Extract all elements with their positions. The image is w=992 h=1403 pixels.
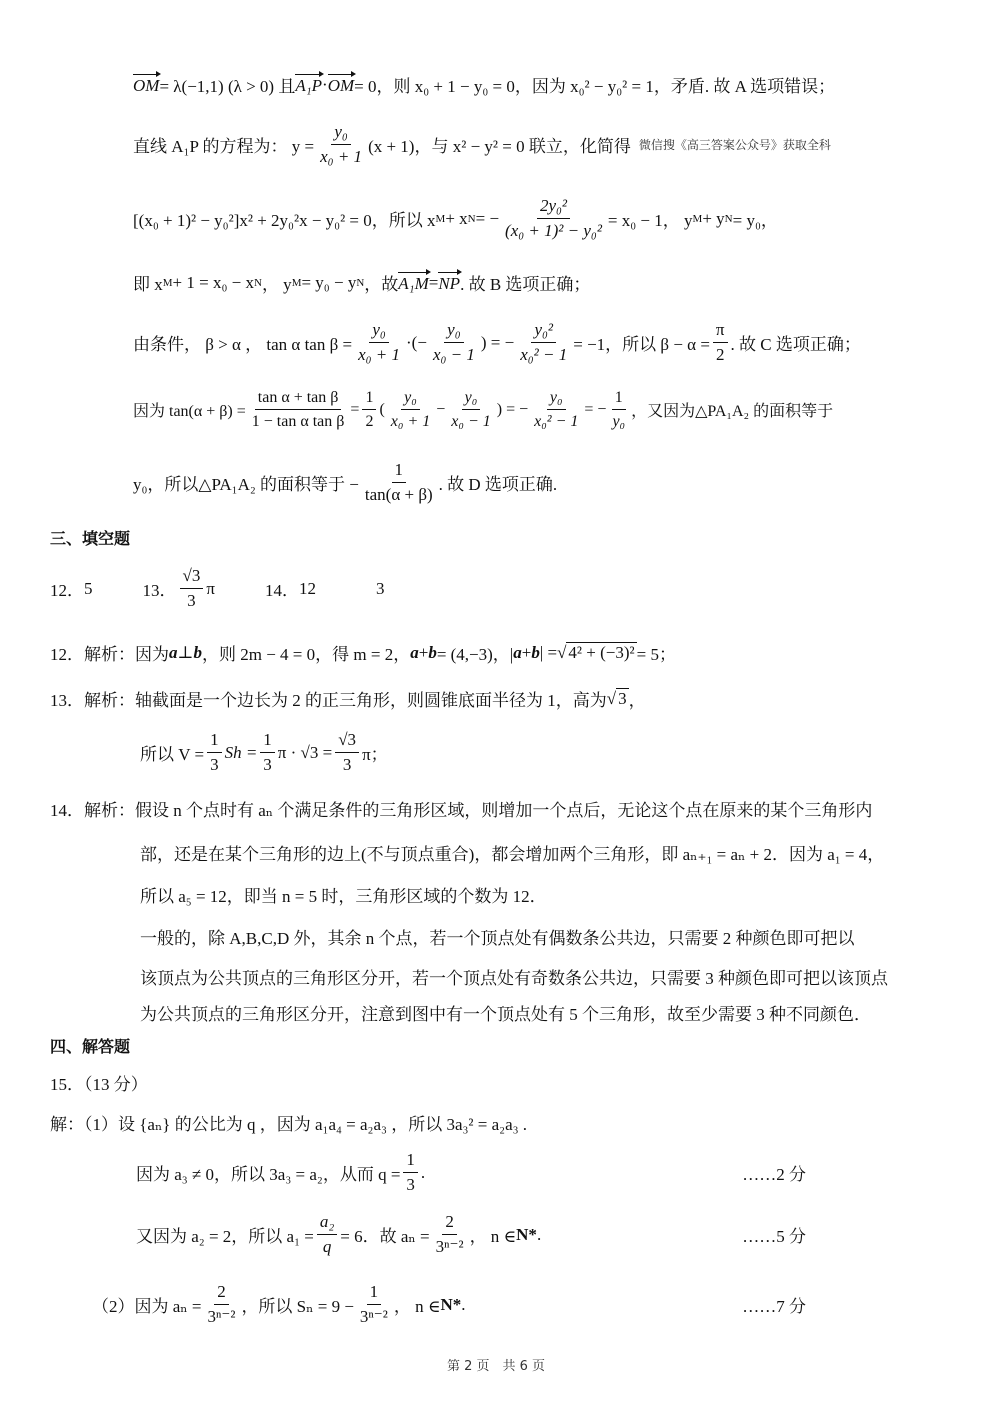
vector-a: a (410, 642, 419, 662)
solution-11-line-5 (133, 320, 861, 366)
text: − (436, 400, 446, 418)
fraction (335, 730, 359, 776)
text: = (350, 400, 360, 418)
sub: N (356, 276, 365, 289)
vector-a1m: A₁M (398, 273, 429, 293)
solution-13: 13．解析： 轴截面是一个边长为 2 的正三角形，则圆锥底面半径为 1，高为 √ 3 ， (50, 686, 646, 711)
numerator: y₀ (462, 388, 481, 410)
text: Sh = (224, 742, 258, 762)
text: ·(− (406, 332, 427, 352)
fraction (355, 320, 403, 366)
denominator: x₀ + 1 (320, 147, 363, 167)
text: . (461, 1294, 466, 1314)
text: = λ(−1,1) (λ > 0) 且 (159, 77, 296, 96)
vector-b: b (193, 642, 202, 662)
denominator: x₀ − 1 (432, 345, 475, 365)
numerator: √3 (180, 566, 204, 589)
numerator: 2y₀² (537, 196, 570, 219)
text: = 5； (636, 645, 676, 664)
fraction (388, 388, 433, 431)
text: 因为 (135, 645, 169, 664)
vector-b: b (428, 642, 437, 662)
solution-15-part-2 (92, 1282, 806, 1328)
fraction (317, 1212, 337, 1258)
numerator: a₂ (317, 1212, 337, 1235)
solution-11-line-3 (133, 196, 778, 242)
numerator: 1 (403, 1150, 418, 1173)
solution-14-line-6: 为公共顶点的三角形区分开，注意到图中有一个顶点处有 5 个三角形，故至少需要 3 种不同颜色． (140, 1005, 871, 1024)
denominator: 1 − tan α tan β (251, 413, 345, 431)
text: = −1，所以 β − α = (573, 335, 710, 355)
sub: M (435, 212, 446, 225)
denominator: x₀ − 1 (451, 413, 491, 431)
numerator: 1 (207, 730, 222, 753)
score: ……5 分 (742, 1227, 806, 1247)
label: 14．解析： (50, 801, 135, 820)
text: = (428, 272, 439, 292)
sub: M (692, 212, 703, 225)
fraction (448, 388, 493, 431)
solution-15-line-3 (136, 1212, 806, 1258)
denominator: 2 (365, 413, 374, 431)
denominator: 2 (715, 345, 725, 365)
text: + (418, 642, 429, 662)
solution-11-line-2 (133, 122, 831, 168)
denominator: y₀ (612, 413, 626, 431)
radicand: 3 (618, 689, 627, 708)
denominator: tan(α + β) (364, 485, 433, 505)
answer-12-number: 12． (50, 581, 84, 601)
solution-14-line-2: 部，还是在某个三角形的边上(不与顶点重合)，都会增加两个三角形，即 aₙ₊₁ = aₙ + 2．因为 a₁ = 4， (140, 845, 885, 864)
solution-14-line-5: 该顶点为公共顶点的三角形区分开，若一个顶点处有奇数条公共边，只需要 3 种颜色即可把以该顶点 (140, 969, 888, 988)
section-heading-fill-in: 三、填空题 (50, 529, 131, 548)
text: y₀，所以△PA₁A₂ 的面积等于 − (133, 475, 359, 495)
text: = y₀ − y (301, 272, 357, 292)
numerator: y₀ (547, 388, 566, 410)
vector-om: OM (133, 75, 160, 95)
label: 12．解析： (50, 645, 135, 664)
text: [(x₀ + 1)² − y₀²]x² + 2y₀²x − y₀² = 0，所以 x (133, 211, 436, 231)
solution-14-line-4: 一般的，除 A,B,C,D 外，其余 n 个点，若一个顶点处有偶数条公共边，只需要 2 种颜色即可把以 (140, 929, 855, 948)
text: | = (539, 642, 558, 662)
text: ， y (261, 275, 292, 294)
question-15-label: 15．（13 分） (50, 1075, 148, 1094)
text: （2）因为 aₙ = (92, 1297, 202, 1317)
sub: M (162, 276, 173, 289)
fraction (517, 320, 570, 366)
text: + y (702, 208, 725, 228)
text: ， (628, 691, 646, 710)
text: = 6．故 aₙ = (340, 1227, 430, 1247)
text: . 故 D 选项正确. (438, 475, 558, 495)
solution-11-line-4 (133, 270, 590, 295)
vector-a: a (513, 642, 522, 662)
numerator: 1 (260, 730, 275, 753)
section-heading-answers: 四、解答题 (50, 1037, 131, 1056)
text: = − (584, 400, 607, 418)
denominator: 3ⁿ⁻² (359, 1307, 388, 1327)
score: ……2 分 (742, 1165, 806, 1185)
numerator: √3 (335, 730, 359, 753)
fraction (531, 388, 581, 431)
pi: π (206, 578, 215, 598)
text: = 0，则 x₀ + 1 − y₀ = 0，因为 x₀² − y₀² = 1，矛盾. 故 A 选项错误； (354, 77, 836, 96)
text: ， n ∈ (393, 1297, 441, 1317)
fraction (502, 196, 605, 242)
dot: · (322, 74, 328, 94)
vector-om-2: OM (327, 75, 355, 95)
text: ⊥ (177, 642, 194, 662)
label: 13．解析： (50, 691, 135, 710)
sub: N (253, 276, 262, 289)
text: (x + 1)，与 x² − y² = 0 联立，化简得 (368, 137, 631, 157)
text: . 故 C 选项正确； (730, 335, 861, 355)
solution-14-line-3: 所以 a₅ = 12，即当 n = 5 时，三角形区域的个数为 12． (140, 887, 547, 906)
answer-row (50, 566, 384, 612)
text: 轴截面是一个边长为 2 的正三角形，则圆锥底面半径为 1，高为 (135, 691, 607, 710)
denominator: 3 (263, 755, 272, 775)
numerator: π (713, 320, 728, 343)
text: = (4,−3)，| (436, 645, 514, 664)
fraction (207, 730, 222, 776)
vector-a1p: A₁P (295, 75, 323, 95)
numerator: 1 (392, 460, 407, 483)
text: . (536, 1224, 542, 1244)
text: ，又因为△PA₁A₂ 的面积等于 (631, 403, 834, 421)
answer-14-second: 3 (375, 578, 385, 598)
denominator: (x₀ + 1)² − y₀² (505, 221, 602, 241)
numerator: y₀ (331, 122, 350, 145)
fraction (260, 730, 275, 776)
numerator: y₀ (444, 320, 463, 343)
text: 因为 tan(α + β) = (133, 403, 246, 421)
numerator: 2 (214, 1282, 229, 1305)
answer-12: 5 (84, 578, 93, 598)
solution-13-line-2 (140, 730, 388, 776)
text: = − (475, 208, 500, 228)
answer-13-fraction (180, 566, 204, 612)
solution-14-line-1 (50, 796, 872, 821)
numerator: y₀ (401, 388, 420, 410)
text: + 1 = x₀ − x (172, 272, 254, 292)
naturals-set: N* (440, 1294, 462, 1314)
text: 又因为 a₂ = 2，所以 a₁ = (136, 1227, 314, 1247)
fraction (609, 388, 628, 431)
text: 所以 V = (140, 745, 205, 765)
numerator: tan α + tan β (255, 388, 342, 410)
fraction (357, 1282, 391, 1328)
vector-a: a (169, 642, 178, 662)
text: 假设 n 个点时有 aₙ 个满足条件的三角形区域，则增加一个点后，无论这个点在原来的某个三角形内 (135, 801, 873, 820)
numerator: 1 (362, 388, 376, 410)
denominator: x₀ + 1 (390, 413, 431, 431)
denominator: 3 (406, 1175, 415, 1195)
denominator: x₀² − 1 (534, 413, 579, 431)
text: ，所以 Sₙ = 9 − (241, 1297, 354, 1317)
fraction (317, 122, 365, 168)
text: 因为 a₃ ≠ 0，所以 3a₃ = a₂，从而 q = (136, 1165, 401, 1185)
denominator: x₀² − 1 (520, 345, 568, 365)
answer-14-number: 14． (264, 581, 299, 601)
sub: N (724, 212, 733, 225)
sub: M (291, 276, 302, 289)
page-footer: 第 2 页 共 6 页 (446, 1359, 546, 1374)
text: ) = − (496, 400, 529, 418)
text: + (521, 642, 532, 662)
solution-11-line-1 (133, 72, 835, 97)
text: 即 x (133, 275, 163, 294)
fraction (362, 460, 436, 506)
text: π； (362, 745, 388, 765)
text: 直线 A₁P 的方程为： y = (133, 137, 315, 157)
denominator: 3ⁿ⁻² (435, 1237, 464, 1257)
numerator: 1 (612, 388, 626, 410)
numerator: 1 (367, 1282, 382, 1305)
numerator: y₀ (369, 320, 388, 343)
denominator: 3 (210, 755, 219, 775)
fraction (430, 320, 478, 366)
solution-12: 12．解析： 因为 a ⊥ b ，则 2m − 4 = 0，得 m = 2， a + b = (4,−3)，| a + b | = √ 4² + (−3)² = 5； (50, 640, 676, 665)
solution-15-line-1: 解：（1）设 {aₙ} 的公比为 q ，因为 a₁a₄ = a₂a₃ ，所以 3a₃² = a₂a₃ . (50, 1115, 528, 1134)
text: ( (379, 400, 385, 418)
text: . (420, 1162, 426, 1182)
text: ) = − (480, 332, 515, 352)
text: + x (445, 208, 468, 228)
numerator: y₀² (531, 320, 556, 343)
fraction (433, 1212, 467, 1258)
radicand: 4² + (−3)² (568, 643, 635, 662)
text: ，则 2m − 4 = 0，得 m = 2， (202, 645, 411, 664)
solution-11-line-6 (133, 388, 833, 431)
text: . 故 B 选项正确； (460, 275, 591, 294)
text: = y₀， (732, 211, 778, 231)
denominator: q (322, 1237, 332, 1257)
text: π · √3 = (277, 742, 333, 762)
vector-np: NP (438, 273, 461, 293)
fraction (713, 320, 728, 366)
fraction (205, 1282, 239, 1328)
text: = x₀ − 1， y (607, 211, 693, 231)
denominator: x₀ + 1 (358, 345, 401, 365)
text: 由条件， β > α ， tan α tan β = (133, 335, 353, 355)
denominator: 3ⁿ⁻² (207, 1307, 236, 1327)
text: ，故 (364, 275, 399, 294)
watermark: 微信搜《高三答案公众号》获取全科 (638, 138, 831, 153)
denominator: 3 (187, 591, 196, 611)
solution-15-line-2 (136, 1150, 806, 1196)
fraction (249, 388, 348, 431)
text: ， n ∈ (469, 1227, 517, 1247)
score: ……7 分 (742, 1297, 806, 1317)
naturals-set: N* (516, 1224, 537, 1244)
vector-b: b (531, 642, 540, 662)
answer-13-number: 13． (142, 581, 177, 601)
numerator: 2 (442, 1212, 457, 1235)
answer-14-first: 12 (298, 578, 316, 598)
solution-11-line-7 (133, 460, 557, 506)
fraction (403, 1150, 418, 1196)
sub: N (467, 212, 476, 225)
denominator: 3 (342, 755, 352, 775)
fraction (362, 388, 376, 431)
